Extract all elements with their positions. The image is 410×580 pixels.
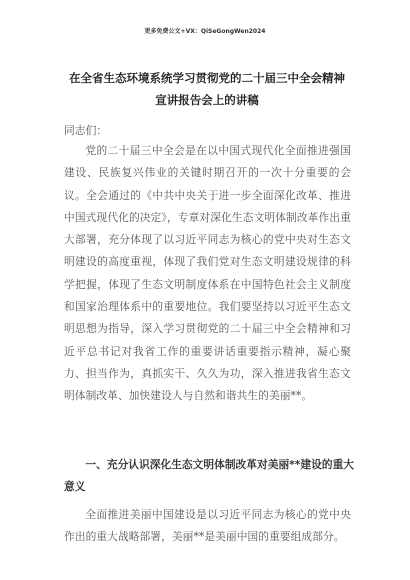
- document-title: 在全省生态环境系统学习贯彻党的二十届三中全会精神宣讲报告会上的讲稿: [69, 71, 345, 107]
- salutation: 同志们：: [64, 124, 108, 137]
- section-heading: 一、充分认识深化生态文明体制改革对美丽**建设的重大意义: [64, 458, 354, 493]
- header-note: 更多免费公文+VX：QiSeGongWen2024: [144, 28, 266, 35]
- body-paragraph: 党的二十届三中全会是在以中国式现代化全面推进强国建设、民族复兴伟业的关键时期召开的一次十分重要的会议。全会通过的《中共中央关于进一步全面深化改革、推进中国式现代化的决定》，专章对深化生态文明体制改革作出重大部署，充分体现了以习近平同志为核心的党中央对生态文明建设的高度重视，体现了我们党对生态文明建设规律的科学把握，体现了生态文明制度体系在中国特色社会主义制度和国家治理体系中的重要地位。我们要坚持以习近平生态文明思想为指导，深入学习贯彻党的二十届三中全会精神和习近平总书记对我省工作的重要讲话重要指示精神，凝心聚力、担当作为，真抓实干、久久为功，深入推进我省生态文明体制改革、加快建设人与自然和谐共生的美丽**。: [64, 144, 351, 403]
- body-paragraph: 全面推进美丽中国建设是以习近平同志为核心的党中央作出的重大战略部署，美丽**是美丽中国的重要组成部分。: [64, 508, 351, 544]
